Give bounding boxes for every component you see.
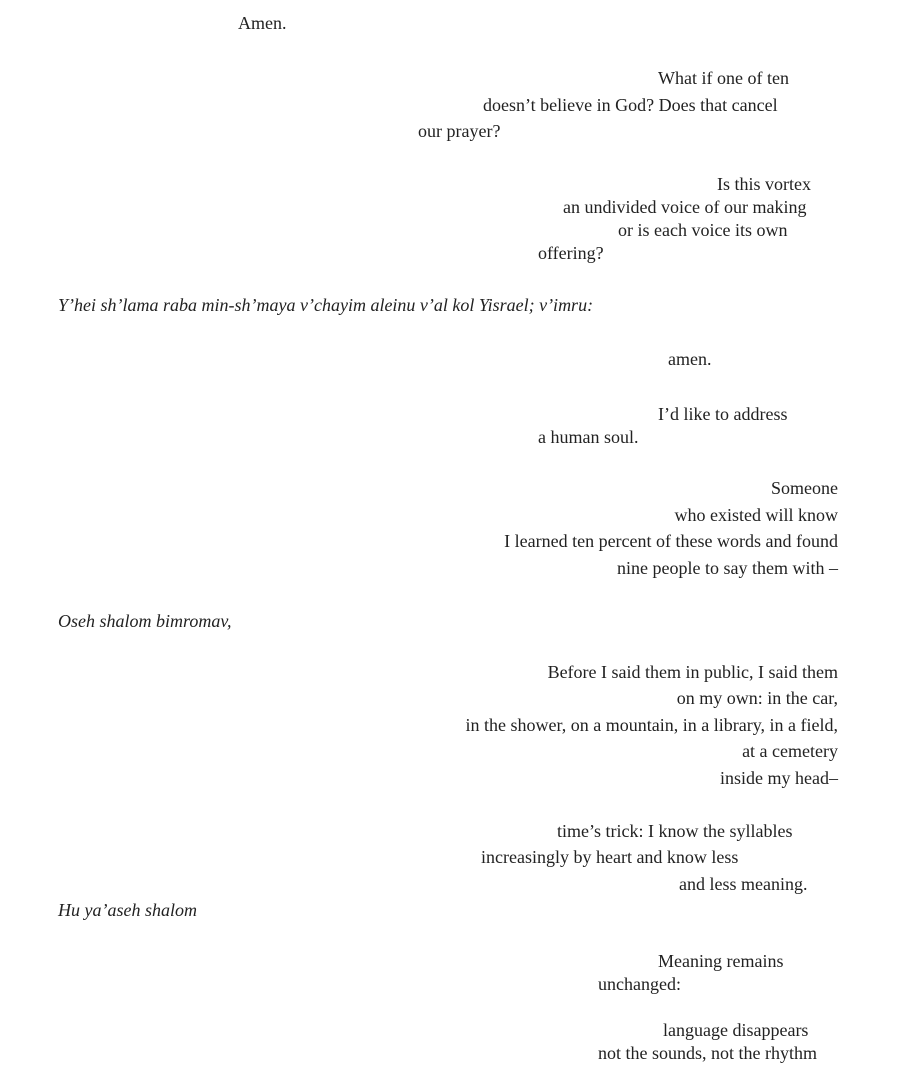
poem-line: and less meaning. <box>679 874 808 894</box>
hebrew-prayer-line: Oseh shalom bimromav, <box>58 611 232 631</box>
hebrew-prayer-line: Y’hei sh’lama raba min-sh’maya v’chayim aleinu v’al kol Yisrael; v’imru: <box>58 295 594 315</box>
poem-line: language disappears <box>663 1020 809 1040</box>
poem-line: a human soul. <box>538 427 639 447</box>
poem-line: who existed will know <box>674 505 838 525</box>
poem-line: offering? <box>538 243 604 263</box>
poem-line: our prayer? <box>418 121 501 141</box>
poem-line: Meaning remains <box>658 951 784 971</box>
poem-line: inside my head– <box>720 768 838 788</box>
poem-line: not the sounds, not the rhythm <box>598 1043 817 1063</box>
poem-line: or is each voice its own <box>618 220 788 240</box>
poem-line: Before I said them in public, I said them <box>547 662 838 682</box>
poem-line: Is this vortex <box>717 174 811 194</box>
poem-line: at a cemetery <box>742 741 838 761</box>
poem-line: Amen. <box>238 13 287 33</box>
poem-line: unchanged: <box>598 974 681 994</box>
poem-line: doesn’t believe in God? Does that cancel <box>483 95 778 115</box>
poem-line: What if one of ten <box>658 68 789 88</box>
poem-line: I’d like to address <box>658 404 788 424</box>
poem-line: an undivided voice of our making <box>563 197 807 217</box>
poem-line: in the shower, on a mountain, in a library, in a field, <box>465 715 838 735</box>
poem-line: Someone <box>771 478 838 498</box>
poem-line: increasingly by heart and know less <box>481 847 739 867</box>
poem-line: time’s trick: I know the syllables <box>557 821 793 841</box>
poem-line: nine people to say them with – <box>617 558 838 578</box>
poem-line: I learned ten percent of these words and found <box>504 531 838 551</box>
poem-line: amen. <box>668 349 712 369</box>
poem-line: on my own: in the car, <box>676 688 838 708</box>
hebrew-prayer-line: Hu ya’aseh shalom <box>58 900 197 920</box>
